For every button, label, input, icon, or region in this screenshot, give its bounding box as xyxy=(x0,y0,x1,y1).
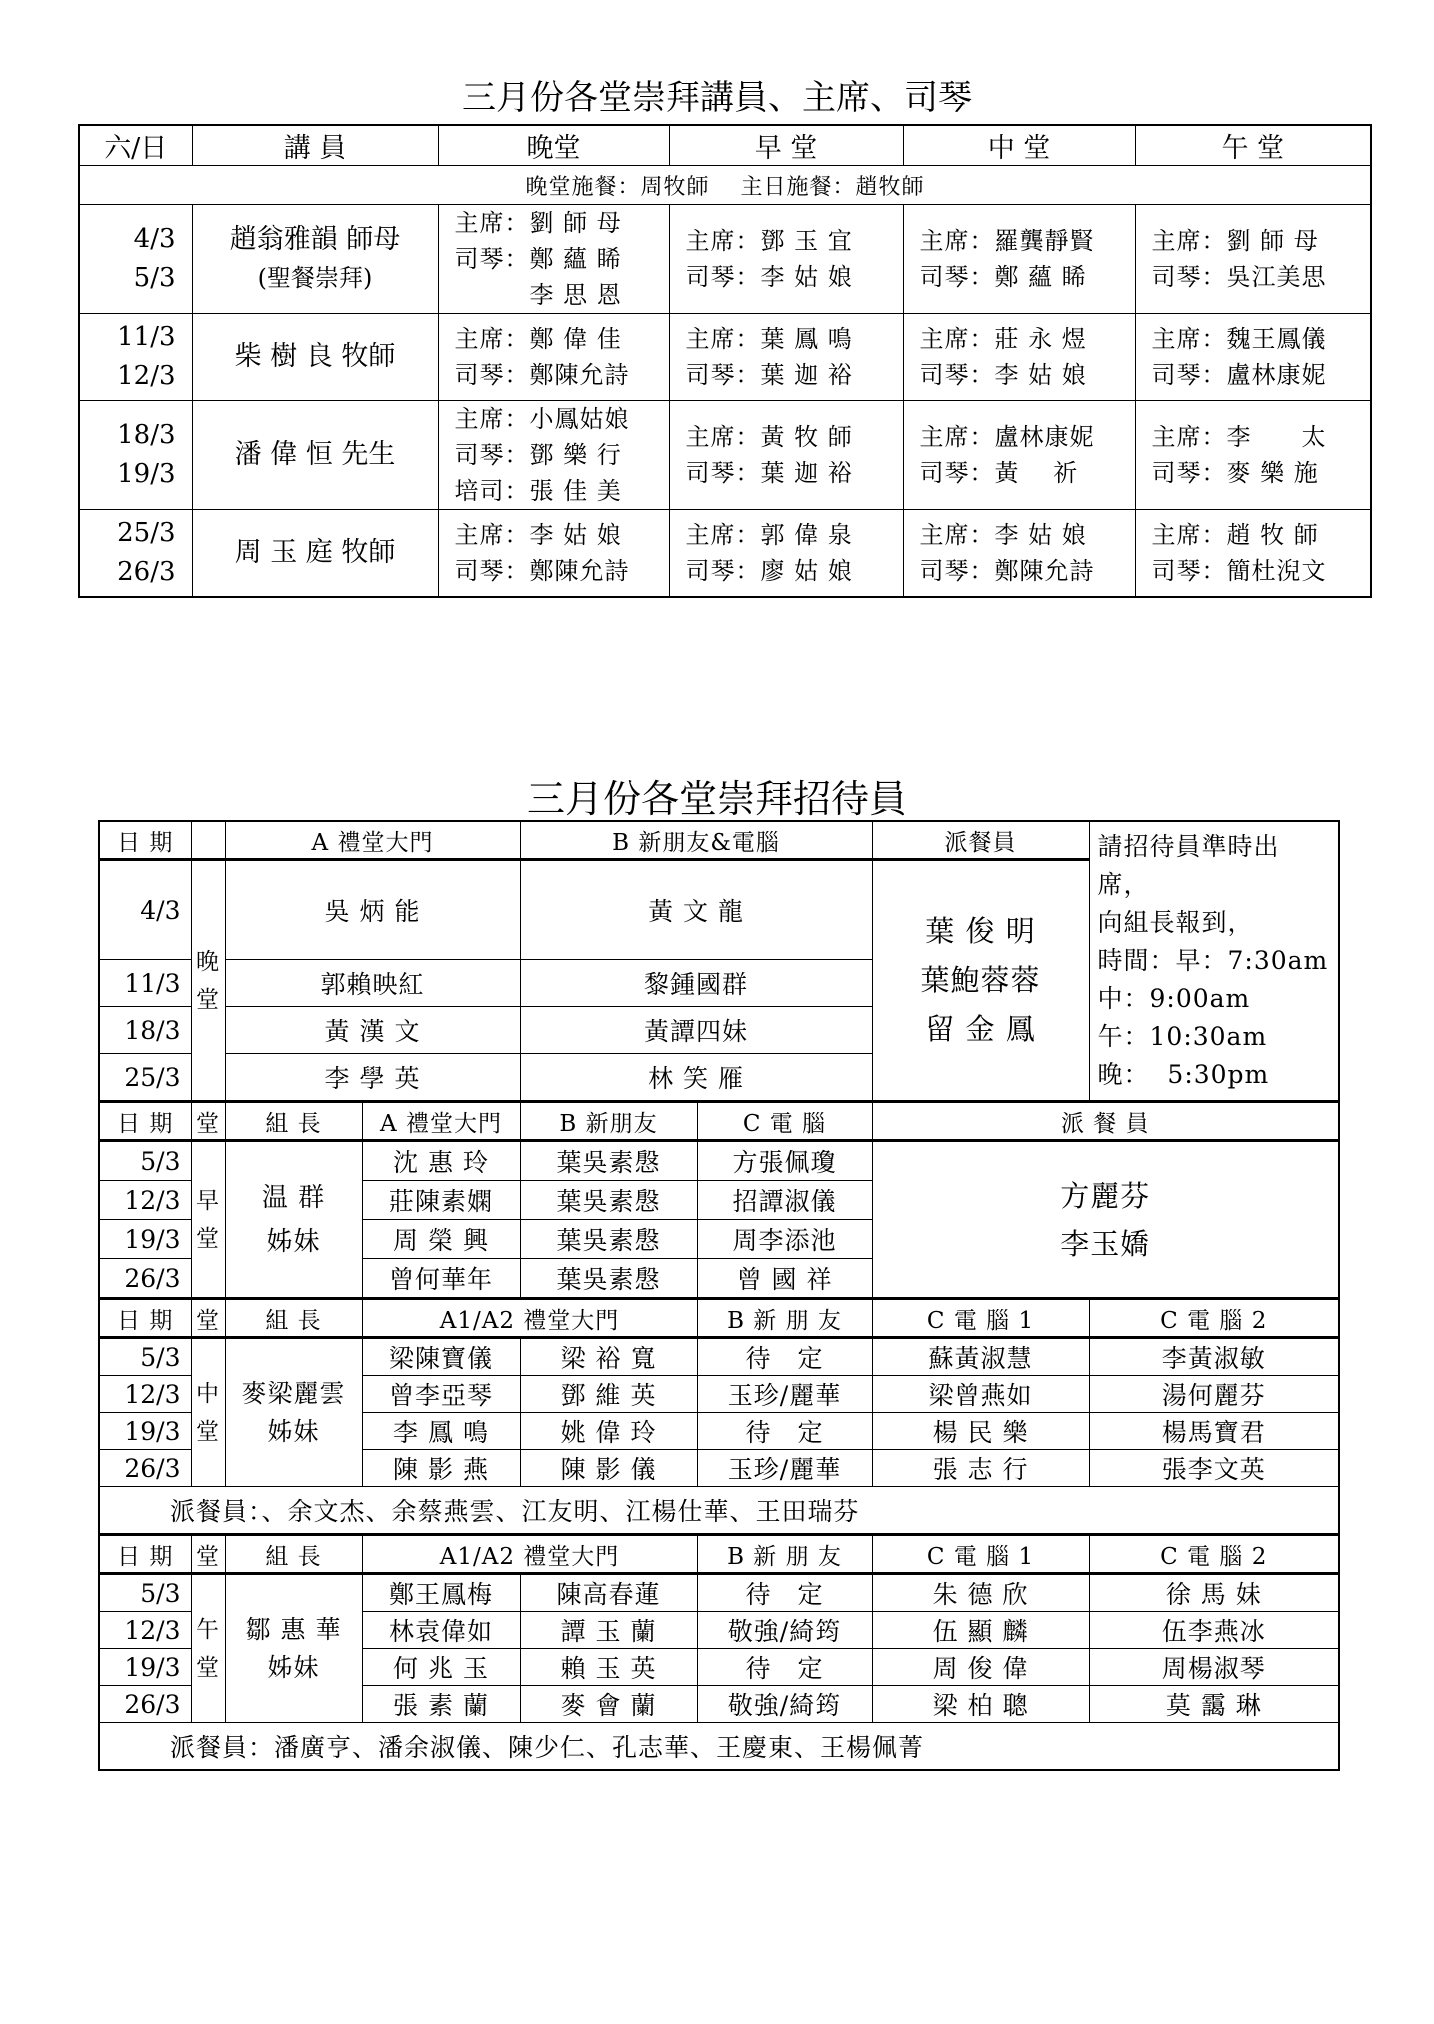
name-cell: 周 榮 興 xyxy=(362,1220,520,1259)
header-date: 日 期 xyxy=(99,1299,191,1338)
header-speaker: 講 員 xyxy=(192,125,438,166)
date-cell: 18/3 19/3 xyxy=(79,401,192,510)
name-cell: 譚 玉 蘭 xyxy=(520,1612,697,1649)
name-cell: 黃譚四妹 xyxy=(520,1007,872,1054)
name-cell: 莫 靄 琳 xyxy=(1089,1686,1339,1723)
date-cell: 19/3 xyxy=(99,1649,191,1686)
name-cell: 蘇黃淑慧 xyxy=(872,1338,1089,1376)
name-cell: 曾何華年 xyxy=(362,1259,520,1299)
header-leader: 組 長 xyxy=(225,1102,362,1141)
name-cell: 鄧 維 英 xyxy=(520,1376,697,1413)
name-cell: 郭賴映紅 xyxy=(225,960,520,1007)
header-newfriend: B 新 朋 友 xyxy=(697,1535,872,1574)
hall-cell: 中 堂 xyxy=(191,1338,225,1487)
name-cell: 陳 影 燕 xyxy=(362,1450,520,1487)
table-row xyxy=(99,1141,1339,1181)
date-cell: 19/3 xyxy=(99,1413,191,1450)
speaker-cell: 趙翁雅韻 師母 (聖餐崇拜) xyxy=(192,205,438,314)
name-cell: 陳高春蓮 xyxy=(520,1574,697,1612)
table-row xyxy=(99,1338,1339,1376)
name-cell: 吳 炳 能 xyxy=(225,860,520,960)
date-cell: 25/3 xyxy=(99,1054,191,1102)
name-cell: 待 定 xyxy=(697,1338,872,1376)
name-cell: 麥 會 蘭 xyxy=(520,1686,697,1723)
name-cell: 林 笑 雁 xyxy=(520,1054,872,1102)
name-cell: 伍 顯 麟 xyxy=(872,1612,1089,1649)
evening-servers: 葉 俊 明 葉鮑蓉蓉 留 金 鳳 xyxy=(872,860,1089,1102)
noon-header-row xyxy=(99,1299,1339,1338)
name-cell: 張 志 行 xyxy=(872,1450,1089,1487)
usher-schedule-table xyxy=(98,820,1340,1771)
date-cell: 12/3 xyxy=(99,1181,191,1220)
noon-cell: 主席：羅龔靜賢 司琴：鄭 蘊 睎 xyxy=(903,205,1135,314)
header-computer2: C 電 腦 2 xyxy=(1089,1299,1339,1338)
header-leader: 組 長 xyxy=(225,1535,362,1574)
evening-cell: 主席：鄭 偉 佳 司琴：鄭陳允詩 xyxy=(438,314,669,401)
name-cell: 張 素 蘭 xyxy=(362,1686,520,1723)
header-hall: 堂 xyxy=(191,1535,225,1574)
name-cell: 黃 漢 文 xyxy=(225,1007,520,1054)
evening-cell: 主席：李 姑 娘 司琴：鄭陳允詩 xyxy=(438,510,669,598)
header-newfriend: B 新 朋 友 xyxy=(697,1299,872,1338)
date-cell: 12/3 xyxy=(99,1376,191,1413)
name-cell: 李 學 英 xyxy=(225,1054,520,1102)
header-hall: 堂 xyxy=(191,1102,225,1141)
morning-cell: 主席：郭 偉 泉 司琴：廖 姑 娘 xyxy=(669,510,903,598)
name-cell: 周 俊 偉 xyxy=(872,1649,1089,1686)
name-cell: 姚 偉 玲 xyxy=(520,1413,697,1450)
header-date: 六/日 xyxy=(79,125,192,166)
header-afternoon: 午 堂 xyxy=(1135,125,1371,166)
evening-header-row xyxy=(99,821,1339,860)
date-cell: 11/3 xyxy=(99,960,191,1007)
date-cell: 19/3 xyxy=(99,1220,191,1259)
name-cell: 梁 裕 寬 xyxy=(520,1338,697,1376)
speaker-cell: 柴 樹 良 牧師 xyxy=(192,314,438,401)
name-cell: 周李添池 xyxy=(697,1220,872,1259)
name-cell: 玉珍/麗華 xyxy=(697,1450,872,1487)
afternoon-cell: 主席：劉 師 母 司琴：吳江美思 xyxy=(1135,205,1371,314)
usher-note: 請招待員準時出席， 向組長報到， 時間：早：7:30am 中：9:00am 午：10:30am 晚： 5:30pm xyxy=(1089,821,1339,1102)
table1-header-row xyxy=(79,125,1371,166)
name-cell: 何 兆 玉 xyxy=(362,1649,520,1686)
header-morning: 早 堂 xyxy=(669,125,903,166)
header-computer1: C 電 腦 1 xyxy=(872,1299,1089,1338)
name-cell: 敬強/綺筠 xyxy=(697,1686,872,1723)
name-cell: 玉珍/麗華 xyxy=(697,1376,872,1413)
date-cell: 12/3 xyxy=(99,1612,191,1649)
header-newfriend: B 新朋友&電腦 xyxy=(520,821,872,860)
name-cell: 楊 民 樂 xyxy=(872,1413,1089,1450)
afternoon-servers: 派餐員：潘廣亨、潘余淑儀、陳少仁、孔志華、王慶東、王楊佩菁 xyxy=(99,1723,1339,1771)
name-cell: 梁曾燕如 xyxy=(872,1376,1089,1413)
header-computer: C 電 腦 xyxy=(697,1102,872,1141)
name-cell: 莊陳素嫻 xyxy=(362,1181,520,1220)
name-cell: 方張佩瓊 xyxy=(697,1141,872,1181)
hall-cell: 午 堂 xyxy=(191,1574,225,1723)
header-evening: 晚堂 xyxy=(438,125,669,166)
communion-note: 晚堂施餐：周牧師 主日施餐：趙牧師 xyxy=(79,166,1371,205)
header-date: 日 期 xyxy=(99,821,191,860)
communion-note-row xyxy=(79,166,1371,205)
morning-header-row xyxy=(99,1102,1339,1141)
name-cell: 黎鍾國群 xyxy=(520,960,872,1007)
leader-cell: 温 群 姊妹 xyxy=(225,1141,362,1299)
date-cell: 5/3 xyxy=(99,1338,191,1376)
table1-title: 三月份各堂崇拜講員、主席、司琴 xyxy=(462,78,972,118)
header-noon: 中 堂 xyxy=(903,125,1135,166)
date-cell: 11/3 12/3 xyxy=(79,314,192,401)
speaker-schedule-table xyxy=(78,124,1372,598)
noon-cell: 主席：莊 永 煜 司琴：李 姑 娘 xyxy=(903,314,1135,401)
name-cell: 張李文英 xyxy=(1089,1450,1339,1487)
noon-servers: 派餐員：、余文杰、余蔡燕雲、江友明、江楊仕華、王田瑞芬 xyxy=(99,1487,1339,1535)
date-cell: 5/3 xyxy=(99,1574,191,1612)
name-cell: 葉吳素慇 xyxy=(520,1220,697,1259)
name-cell: 李黃淑敏 xyxy=(1089,1338,1339,1376)
name-cell: 待 定 xyxy=(697,1649,872,1686)
name-cell: 曾 國 祥 xyxy=(697,1259,872,1299)
table-row xyxy=(79,205,1371,314)
name-cell: 梁 柏 聰 xyxy=(872,1686,1089,1723)
header-hall: 堂 xyxy=(191,1299,225,1338)
leader-cell: 鄒 惠 華 姊妹 xyxy=(225,1574,362,1723)
noon-cell: 主席：李 姑 娘 司琴：鄭陳允詩 xyxy=(903,510,1135,598)
name-cell: 葉吳素慇 xyxy=(520,1259,697,1299)
name-cell: 招譚淑儀 xyxy=(697,1181,872,1220)
name-cell: 梁陳寶儀 xyxy=(362,1338,520,1376)
header-door: A1/A2 禮堂大門 xyxy=(362,1299,697,1338)
afternoon-servers-row xyxy=(99,1723,1339,1771)
name-cell: 敬強/綺筠 xyxy=(697,1612,872,1649)
header-door: A 禮堂大門 xyxy=(225,821,520,860)
name-cell: 楊馬寶君 xyxy=(1089,1413,1339,1450)
name-cell: 葉吳素慇 xyxy=(520,1181,697,1220)
table-row xyxy=(79,401,1371,510)
name-cell: 湯何麗芬 xyxy=(1089,1376,1339,1413)
header-door: A1/A2 禮堂大門 xyxy=(362,1535,697,1574)
name-cell: 待 定 xyxy=(697,1574,872,1612)
header-servers: 派 餐 員 xyxy=(872,1102,1339,1141)
name-cell: 伍李燕冰 xyxy=(1089,1612,1339,1649)
noon-servers-row xyxy=(99,1487,1339,1535)
header-servers: 派餐員 xyxy=(872,821,1089,860)
afternoon-cell: 主席：趙 牧 師 司琴：簡杜淣文 xyxy=(1135,510,1371,598)
date-cell: 26/3 xyxy=(99,1259,191,1299)
name-cell: 待 定 xyxy=(697,1413,872,1450)
afternoon-cell: 主席：魏王鳳儀 司琴：盧林康妮 xyxy=(1135,314,1371,401)
name-cell: 徐 馬 妹 xyxy=(1089,1574,1339,1612)
hall-cell: 晚 堂 xyxy=(191,860,225,1102)
table-row xyxy=(79,510,1371,598)
name-cell: 周楊淑琴 xyxy=(1089,1649,1339,1686)
name-cell: 葉吳素慇 xyxy=(520,1141,697,1181)
date-cell: 26/3 xyxy=(99,1450,191,1487)
morning-cell: 主席：葉 鳳 鳴 司琴：葉 迦 裕 xyxy=(669,314,903,401)
header-newfriend: B 新朋友 xyxy=(520,1102,697,1141)
evening-cell: 主席：小鳳姑娘 司琴：鄧 樂 行 培司：張 佳 美 xyxy=(438,401,669,510)
morning-cell: 主席：鄧 玉 宜 司琴：李 姑 娘 xyxy=(669,205,903,314)
header-leader: 組 長 xyxy=(225,1299,362,1338)
name-cell: 黃 文 龍 xyxy=(520,860,872,960)
header-date: 日 期 xyxy=(99,1102,191,1141)
date-cell: 4/3 5/3 xyxy=(79,205,192,314)
afternoon-cell: 主席：李 太 司琴：麥 樂 施 xyxy=(1135,401,1371,510)
date-cell: 25/3 26/3 xyxy=(79,510,192,598)
date-cell: 5/3 xyxy=(99,1141,191,1181)
name-cell: 沈 惠 玲 xyxy=(362,1141,520,1181)
header-computer1: C 電 腦 1 xyxy=(872,1535,1089,1574)
table2-title: 三月份各堂崇拜招待員 xyxy=(526,777,907,821)
speaker-cell: 潘 偉 恒 先生 xyxy=(192,401,438,510)
name-cell: 曾李亞琴 xyxy=(362,1376,520,1413)
header-door: A 禮堂大門 xyxy=(362,1102,520,1141)
name-cell: 鄭王鳳梅 xyxy=(362,1574,520,1612)
date-cell: 4/3 xyxy=(99,860,191,960)
morning-servers: 方麗芬 李玉嬌 xyxy=(872,1141,1339,1299)
header-computer2: C 電 腦 2 xyxy=(1089,1535,1339,1574)
date-cell: 26/3 xyxy=(99,1686,191,1723)
afternoon-header-row xyxy=(99,1535,1339,1574)
speaker-cell: 周 玉 庭 牧師 xyxy=(192,510,438,598)
name-cell: 林袁偉如 xyxy=(362,1612,520,1649)
noon-cell: 主席：盧林康妮 司琴：黃 祈 xyxy=(903,401,1135,510)
date-cell: 18/3 xyxy=(99,1007,191,1054)
table-row xyxy=(79,314,1371,401)
hall-cell: 早 堂 xyxy=(191,1141,225,1299)
name-cell: 陳 影 儀 xyxy=(520,1450,697,1487)
header-date: 日 期 xyxy=(99,1535,191,1574)
evening-cell: 主席：劉 師 母 司琴：鄭 蘊 睎 李 思 恩 xyxy=(438,205,669,314)
name-cell: 朱 德 欣 xyxy=(872,1574,1089,1612)
leader-cell: 麥梁麗雲 姊妹 xyxy=(225,1338,362,1487)
name-cell: 李 鳳 鳴 xyxy=(362,1413,520,1450)
morning-cell: 主席：黃 牧 師 司琴：葉 迦 裕 xyxy=(669,401,903,510)
name-cell: 賴 玉 英 xyxy=(520,1649,697,1686)
table-row xyxy=(99,1574,1339,1612)
